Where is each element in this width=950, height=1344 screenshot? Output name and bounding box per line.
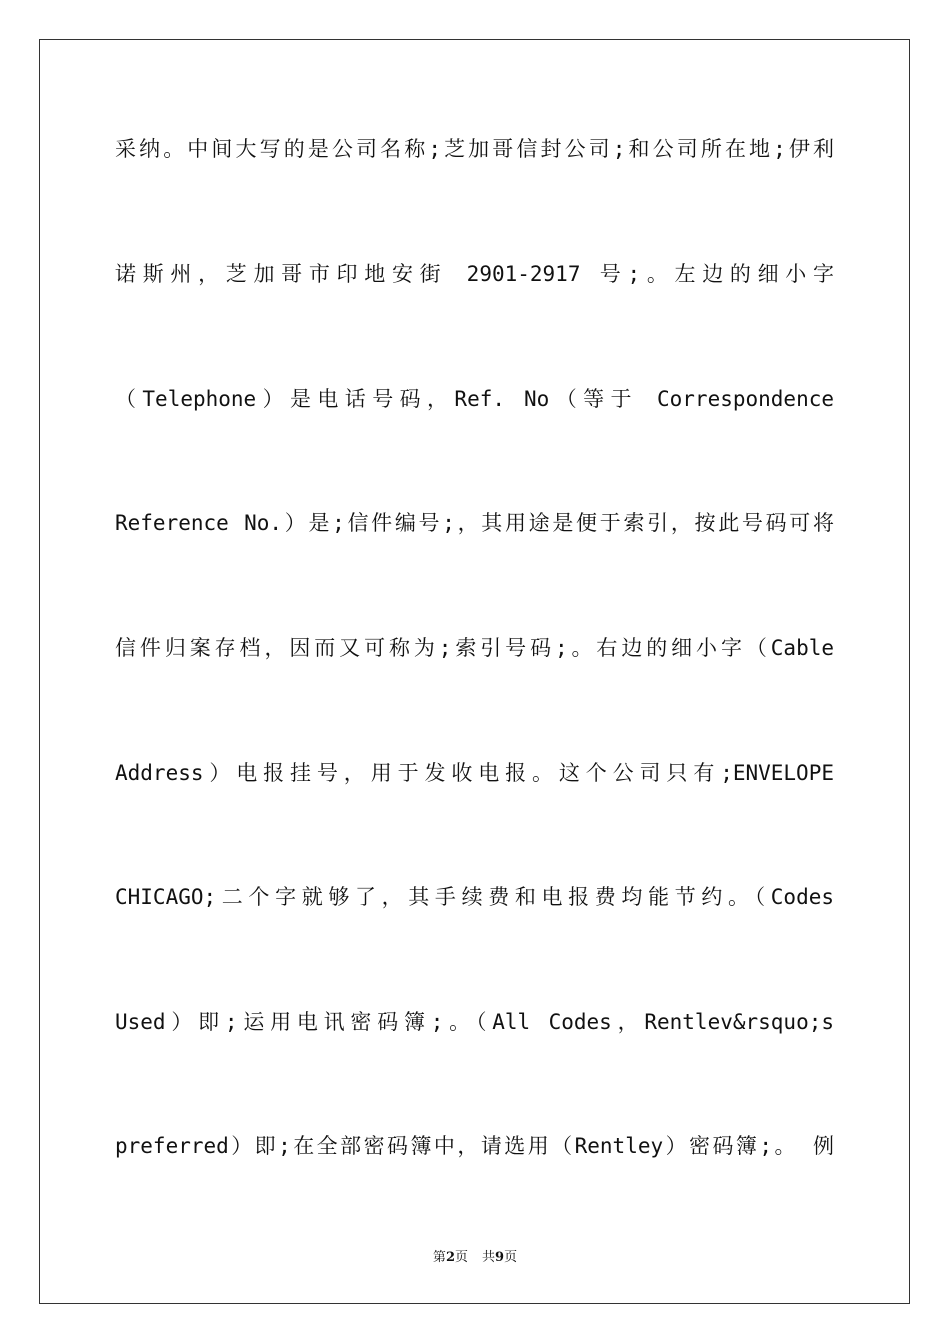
footer-total-pages: 9 bbox=[495, 1250, 505, 1265]
page-footer bbox=[0, 1246, 950, 1265]
body-text-line-8: Used）即;运用电讯密码簿;。（All Codes，Rentlev&rsquo;s bbox=[115, 1010, 834, 1034]
body-text-line-1: 采纳。中间大写的是公司名称;芝加哥信封公司;和公司所在地;伊利 bbox=[115, 137, 834, 161]
body-text-line-5: 信件归案存档，因而又可称为;索引号码;。右边的细小字（Cable bbox=[115, 636, 834, 660]
footer-page-prefix: 第 bbox=[432, 1250, 446, 1265]
body-text-line-7: CHICAGO;二个字就够了，其手续费和电报费均能节约。（Codes bbox=[115, 885, 834, 909]
footer-total-suffix: 页 bbox=[504, 1250, 518, 1265]
page-border bbox=[39, 39, 910, 1304]
body-text-line-6: Address）电报挂号，用于发收电报。这个公司只有;ENVELOPE bbox=[115, 761, 834, 785]
body-text-line-3: （Telephone）是电话号码，Ref. No（等于 Correspondence bbox=[115, 387, 834, 411]
body-text-line-9: preferred）即;在全部密码簿中，请选用（Rentley）密码簿;。 例 bbox=[115, 1134, 834, 1158]
body-text-line-4: Reference No.）是;信件编号;，其用途是便于索引，按此号码可将 bbox=[115, 511, 834, 535]
footer-total-prefix: 共 bbox=[482, 1250, 496, 1265]
body-text-line-2: 诺斯州，芝加哥市印地安街 2901-2917 号;。左边的细小字 bbox=[115, 262, 834, 286]
footer-page-suffix: 页 bbox=[454, 1250, 468, 1265]
footer-page-number: 2 bbox=[445, 1250, 455, 1265]
